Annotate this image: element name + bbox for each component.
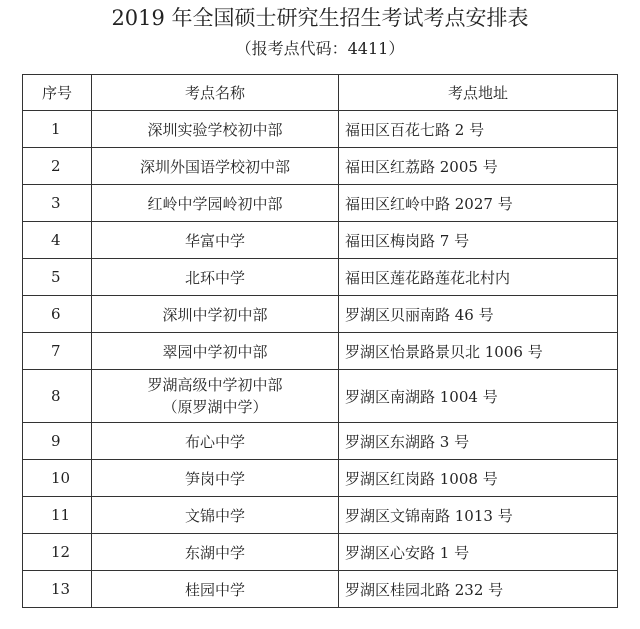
row-number: 6 [23,296,92,333]
row-site-address: 罗湖区红岗路 1008 号 [339,460,618,497]
row-number: 4 [23,222,92,259]
row-number: 1 [23,111,92,148]
table-row [23,497,618,534]
row-site-address: 福田区莲花路莲花北村内 [339,259,618,296]
table-row [23,296,618,333]
table-row [23,370,618,423]
row-site-name-former: （原罗湖中学） [162,398,268,416]
row-site-name: 华富中学 [92,222,339,259]
row-site-name: 翠园中学初中部 [92,333,339,370]
table-row [23,259,618,296]
table-row [23,222,618,259]
row-site-name: 深圳实验学校初中部 [92,111,339,148]
row-number: 13 [23,571,92,608]
exam-site-table [22,74,618,608]
page-subtitle: （报考点代码：4411） [235,39,405,58]
row-site-name: 深圳外国语学校初中部 [92,148,339,185]
header-site-name: 考点名称 [92,75,339,111]
table-row [23,111,618,148]
row-site-name: 红岭中学园岭初中部 [92,185,339,222]
row-site-address: 福田区梅岗路 7 号 [339,222,618,259]
row-number: 10 [23,460,92,497]
row-site-address: 福田区百花七路 2 号 [339,111,618,148]
table-row [23,571,618,608]
row-site-address: 罗湖区桂园北路 232 号 [339,571,618,608]
row-site-name: 桂园中学 [92,571,339,608]
table-row [23,460,618,497]
row-site-name: 东湖中学 [92,534,339,571]
row-site-name: 布心中学 [92,423,339,460]
row-site-name: 笋岗中学 [92,460,339,497]
row-site-address: 罗湖区文锦南路 1013 号 [339,497,618,534]
row-number: 11 [23,497,92,534]
row-site-name: 深圳中学初中部 [92,296,339,333]
table-row [23,423,618,460]
row-site-address: 罗湖区怡景路景贝北 1006 号 [339,333,618,370]
row-number: 12 [23,534,92,571]
row-number: 7 [23,333,92,370]
row-number: 5 [23,259,92,296]
row-site-name: 文锦中学 [92,497,339,534]
table-row [23,148,618,185]
table-header-row [23,75,618,111]
row-site-address: 罗湖区东湖路 3 号 [339,423,618,460]
header-number: 序号 [23,75,92,111]
row-site-address: 福田区红荔路 2005 号 [339,148,618,185]
row-site-name-cell [92,370,339,423]
table-row [23,185,618,222]
row-number: 3 [23,185,92,222]
row-site-address: 罗湖区心安路 1 号 [339,534,618,571]
page-title: 2019 年全国硕士研究生招生考试考点安排表 [111,6,529,30]
row-number: 2 [23,148,92,185]
row-site-name: 罗湖高级中学初中部 [147,376,283,394]
row-site-name: 北环中学 [92,259,339,296]
table-row [23,333,618,370]
header-site-address: 考点地址 [339,75,618,111]
row-site-address: 福田区红岭中路 2027 号 [339,185,618,222]
row-number: 9 [23,423,92,460]
table-row [23,534,618,571]
row-site-address: 罗湖区南湖路 1004 号 [339,370,618,423]
row-site-address: 罗湖区贝丽南路 46 号 [339,296,618,333]
row-number: 8 [23,370,92,423]
